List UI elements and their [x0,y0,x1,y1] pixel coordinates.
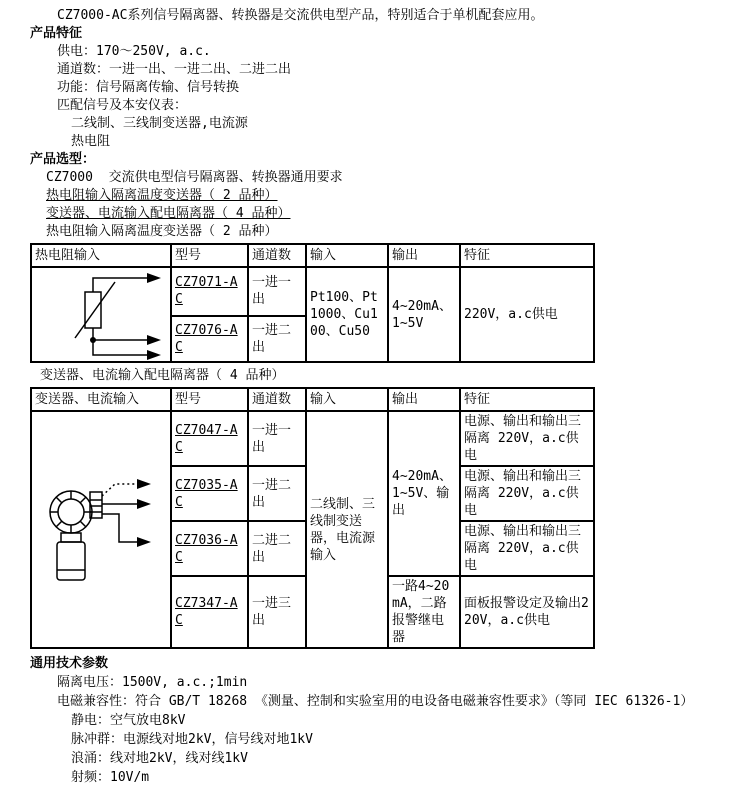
model-link-cz7047[interactable]: CZ7047-AC [175,422,238,455]
col-header-model: 型号 [171,388,248,411]
col-header-output: 输出 [388,244,460,267]
col-header-output: 输出 [388,388,460,411]
col-header-feature: 特征 [460,244,594,267]
feature-cell: 电源、输出和输出三隔离 220V，a.c供电 [460,411,594,466]
model-cell [171,576,248,648]
tech-emc-esd: 静电：空气放电8kV [71,713,186,728]
table-row [31,411,594,466]
table1-caption: 热电阻输入隔离温度变送器（ 2 品种） [46,224,278,239]
feature-matching: 匹配信号及本安仪表： [57,98,188,113]
model-link-cz7035[interactable]: CZ7035-AC [175,477,238,510]
feature-power: 供电：170～250V, a.c. [57,44,211,59]
model-cell [171,521,248,576]
selection-link-row [46,205,740,223]
channels-cell: 一进三出 [248,576,306,648]
channels-cell: 二进二出 [248,521,306,576]
output-alarm-cell: 一路4~20mA，二路报警继电器 [388,576,460,648]
output-cell: 4~20mA、1~5V、输出 [388,411,460,576]
transmitter-icon [33,440,169,620]
model-link-cz7076[interactable]: CZ7076-AC [175,322,238,355]
intro-paragraph: CZ7000-AC系列信号隔离器、转换器是交流供电型产品，特别适合于单机配套应用。 [57,8,544,23]
table1-header-row [31,244,594,267]
feature-channels: 通道数：一进一出、一进二出、二进二出 [57,62,292,77]
table-row [31,267,594,316]
transmitter-input-table [30,387,595,649]
matching-item-rtd: 热电阻 [71,134,111,149]
model-link-cz7347[interactable]: CZ7347-AC [175,596,238,628]
model-link-cz7071[interactable]: CZ7071-AC [175,275,238,308]
col-header-rtd-input: 热电阻输入 [31,244,171,267]
tech-emc-surge: 浪涌：线对地2kV，线对线1kV [71,751,248,766]
model-cell [171,316,248,363]
col-header-input: 输入 [306,388,388,411]
link-transmitter-isolator[interactable]: 变送器、电流输入配电隔离器（ 4 品种） [46,206,291,221]
model-cell [171,411,248,466]
channels-cell: 一进一出 [248,411,306,466]
model-link-cz7036[interactable]: CZ7036-AC [175,532,238,565]
channels-cell: 一进二出 [248,316,306,363]
col-header-input: 输入 [306,244,388,267]
input-cell: 二线制、三线制变送器，电流源输入 [306,411,388,648]
feature-cell: 220V，a.c供电 [460,267,594,362]
rtd-3wire-icon [33,268,169,361]
col-header-channels: 通道数 [248,388,306,411]
feature-cell: 面板报警设定及输出220V，a.c供电 [460,576,594,648]
link-rtd-temp-transmitter[interactable]: 热电阻输入隔离温度变送器（ 2 品种） [46,188,278,203]
tech-heading: 通用技术参数 [30,656,109,671]
tech-emc-burst: 脉冲群：电源线对地2kV，信号线对地1kV [71,732,313,747]
col-header-transmitter-input: 变送器、电流输入 [31,388,171,411]
channels-cell: 一进二出 [248,466,306,521]
feature-function: 功能：信号隔离传输、信号转换 [57,80,240,95]
col-header-feature: 特征 [460,388,594,411]
output-cell: 4~20mA、1~5V [388,267,460,362]
feature-cell: 电源、输出和输出三隔离 220V，a.c供电 [460,521,594,576]
col-header-model: 型号 [171,244,248,267]
rtd-input-table [30,243,595,363]
tech-emc-rf: 射频：10V/m [71,770,150,785]
table2-header-row [31,388,594,411]
selection-link-row [46,187,740,205]
feature-cell: 电源、输出和输出三隔离 220V，a.c供电 [460,466,594,521]
channels-cell: 一进一出 [248,267,306,316]
model-cell [171,466,248,521]
input-cell: Pt100、Pt1000、Cu100、Cu50 [306,267,388,362]
col-header-channels: 通道数 [248,244,306,267]
transmitter-diagram [31,411,171,648]
matching-item-transmitter: 二线制、三线制变送器,电流源 [71,116,248,131]
tech-isolation-voltage: 隔离电压：1500V, a.c.;1min [57,675,248,690]
features-heading: 产品特征 [30,26,83,41]
rtd-symbol-diagram [31,267,171,362]
tech-emc: 电磁兼容性：符合 GB/T 18268 《测量、控制和实验室用的电设备电磁兼容性要求》（等同 IEC 61326-1） [57,694,694,709]
selection-heading: 产品选型： [30,152,96,167]
table2-caption: 变送器、电流输入配电隔离器（ 4 品种） [40,368,285,383]
model-cell [171,267,248,316]
selection-general: CZ7000 交流供电型信号隔离器、转换器通用要求 [46,170,343,185]
